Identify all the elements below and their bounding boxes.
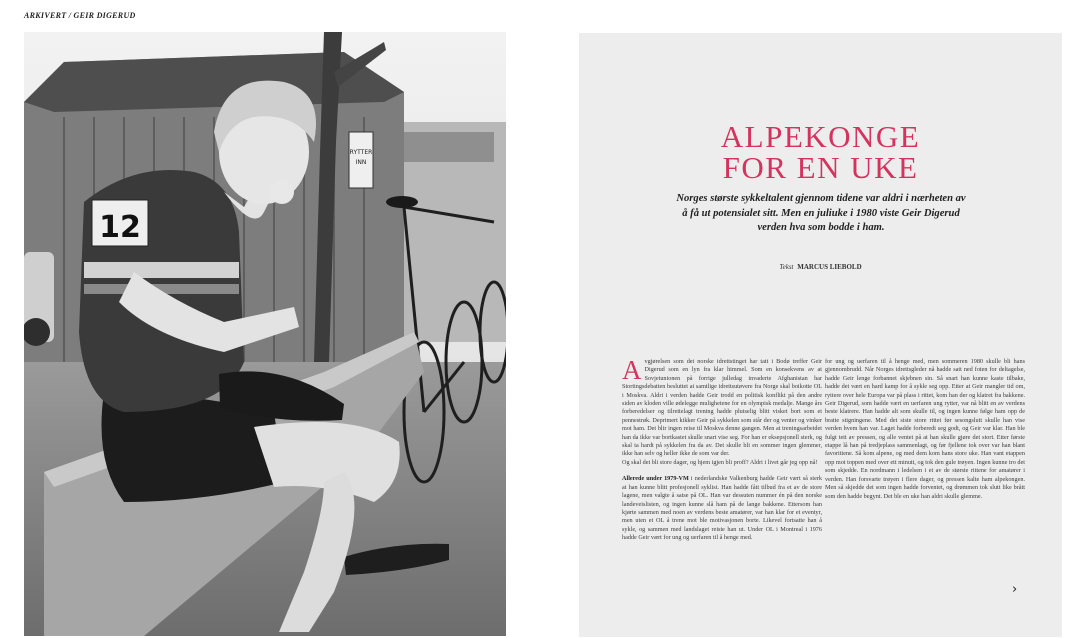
paragraph-text: Og skal det bli store dager, og hjem igjen bli proff? Aldri i livet går jeg opp nå!	[622, 458, 818, 466]
article-page	[579, 33, 1062, 637]
race-number: 12	[99, 210, 141, 245]
sign-text-1: RYTTER	[349, 149, 373, 156]
paragraph	[622, 358, 822, 459]
paragraph	[622, 459, 822, 467]
body-column-1	[622, 358, 822, 623]
byline-author: MARCUS LIEBOLD	[797, 263, 862, 271]
cyclist-photo-illustration	[24, 32, 506, 636]
paragraph-text: i nederlandske Valkenburg hadde Geir vært så sterk at han kunne blitt profesjonell syklist. Han hadde fått tilbud fra et av de store lagene, men valgte å satse på OL. Han var dessuten nummer én på den norske landeveislisten, og ingen kunne slå ham på de lange bakkene. Ettersom han kjørte sammen med noen av verdens beste amatører, var han klar for et eventyr, men uten et OL å trene mot ble motivasjonen borte. Likevel fortsatte han å sykle, og sammen med landslaget reiste han ut. Under OL i Montreal i 1976 hadde Geir vært for ung og uerfaren til å henge med.	[622, 475, 822, 542]
sign-text-2: INN	[355, 159, 367, 166]
paragraph	[622, 475, 822, 542]
cyclist-photo	[24, 32, 506, 636]
next-page-arrow-icon[interactable]: ›	[1012, 582, 1018, 597]
byline	[579, 263, 1062, 271]
body-column-2	[825, 358, 1025, 623]
paragraph	[825, 358, 1025, 501]
section-lead: Allerede under 1979-VM	[622, 475, 689, 483]
article-headline-line2: FOR EN UKE	[722, 150, 919, 185]
paragraph-text: vgjørelsen som det norske idrettstinget har tatt i Bodø treffer Geir Digerud som en lyn fra klar himmel. Som en konsekvens av at Sovjetunionen på forrige julledag invaderte Afghanistan har Stortingsdebatten besluttet at samtlige idrettsutøvere fra Norge skal boikotte OL i Moskva. Aldri i verden hadde Geir trodd en politisk konflikt på den andre siden av kloden ville ødelegge mulighetene for en olympisk medalje. Mange års forberedelser og tilrettelagt trening hadde plutselig blitt visket bort som et pennestrøk. Deprimert kikker Geir på sykkelen som står der og venter og vinker mot ham. Det blir ingen reise til Moskva denne gangen. Men at treningsarbeidet han da ikke var bortkastet skulle snart vise seg. For han er eksepsjonell sterk, og skal ta hardt på sykkelen fra da av. Det skulle bli en sommer ingen glemmer, ikke han selv og heller ikke de som var der.	[622, 358, 822, 458]
running-head: ARKIVERT / GEIR DIGERUD	[24, 11, 136, 20]
byline-label: Tekst	[779, 263, 794, 271]
paragraph-text: for ung og uerfaren til å henge med, men sommeren 1980 skulle bli hans gjennombrudd. Når Norges idrettsgleder nå hadde satt ned foten for deltagelse, hadde Geir lenge forbannet skjebnen sin. Så snart han kunne kaste tilbake, hadde det vært en hard kamp for å sykle seg opp. Etter at Geir mangler tid om, ryttere over hele Europa var på plass i rittet, kom han der og klatret fra bakkene. Geir Digerud, som hadde vært en uerfaren ung rytter, var nå blitt en av verdens beste klatrere. Han hadde alt som skulle til, og ingen kunne følge ham opp de bratte stigningene. Med det siste store rittet før sesongslutt skulle han vise verden hvem han var. Laget hadde forberedt seg godt, og Geir var klar. Han ble fulgt tett av pressen, og alle ventet på at han skulle gjøre det stort. Etter første etappe lå han på tredjeplass sammenlagt, og før fjellene tok over var han blant favorittene. Så kom alpene, og med dem kom hans store uke. Han vant etappen opp mot toppen med over ett minutt, og tok den gule trøyen. Ingen kunne tro det som skjedde. En nordmann i ledelsen i et av de største rittene for amatører i verden. Han forsvarte trøyen i flere dager, og pressen kalte ham alpekongen. Men så skjedde det som ingen hadde forventet, og drømmen tok slutt like brått som den hadde begynt. Det ble en uke han aldri skulle glemme.	[825, 358, 1025, 500]
drop-cap: A	[622, 358, 642, 385]
article-standfirst: Norges største sykkeltalent gjennom tidene var aldri i nærheten av å få ut potensialet sitt. Men en juliuke i 1980 viste Geir Digerud verden hva som bodde i ham.	[676, 193, 966, 233]
article-headline-line1: ALPEKONGE	[720, 119, 921, 154]
